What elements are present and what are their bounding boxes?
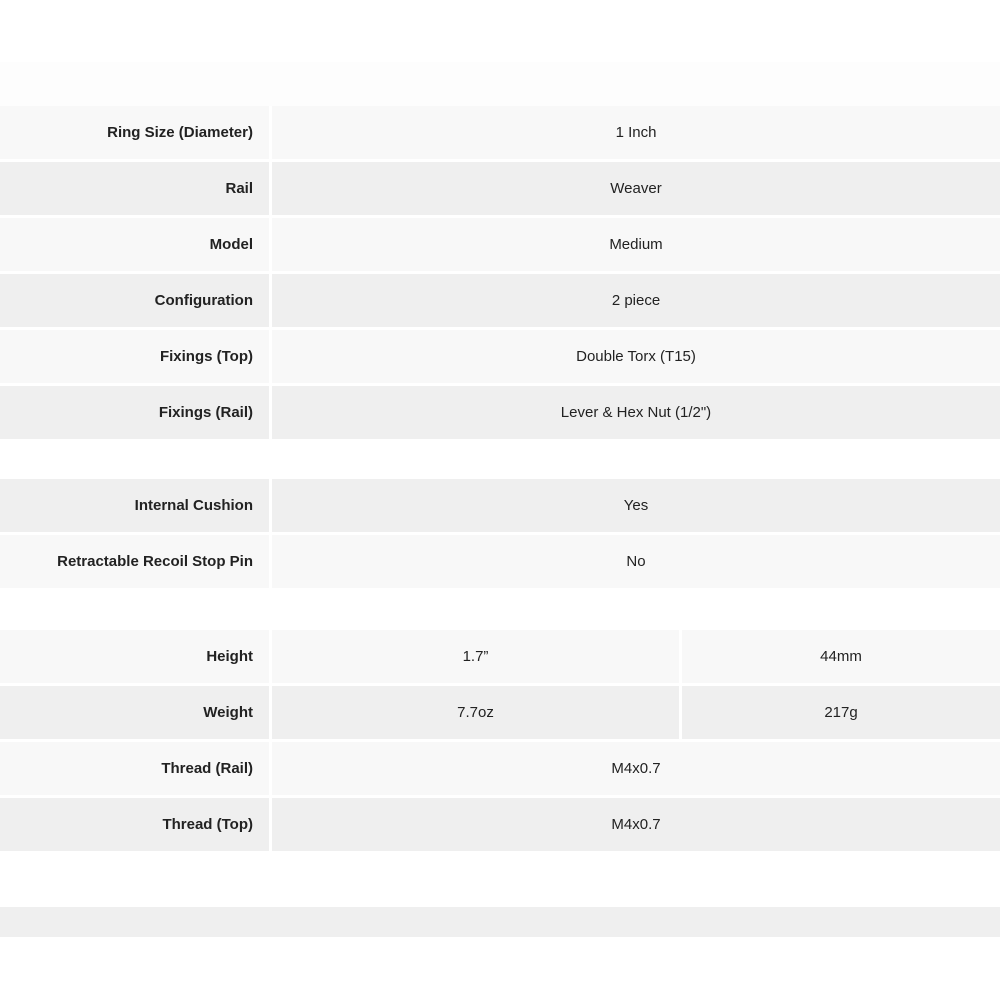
spec-value-imperial: 1.7” <box>272 630 682 683</box>
spec-value: Yes <box>623 497 649 514</box>
spec-label: Thread (Rail) <box>0 742 272 795</box>
spec-value-imperial: 7.7oz <box>272 686 682 739</box>
table-row <box>0 162 1000 215</box>
spec-table-features <box>0 479 1000 591</box>
spec-label: Weight <box>0 686 272 739</box>
spec-label: Fixings (Rail) <box>0 386 272 439</box>
spec-label: Thread (Top) <box>0 798 272 851</box>
spec-value: Lever & Hex Nut (1/2") <box>560 404 712 421</box>
spec-label: Internal Cushion <box>0 479 272 532</box>
spec-value: M4x0.7 <box>611 816 661 833</box>
spec-table-general <box>0 106 1000 442</box>
spec-value: Medium <box>609 236 663 253</box>
table-row <box>0 798 1000 851</box>
table-row <box>0 686 1000 739</box>
spec-value: 1 Inch <box>615 124 657 141</box>
spec-value: No <box>626 553 646 570</box>
table-row <box>0 630 1000 683</box>
table-row <box>0 386 1000 439</box>
spec-label: Ring Size (Diameter) <box>0 106 272 159</box>
table-row <box>0 535 1000 588</box>
spec-value-metric: 217g <box>824 704 858 721</box>
spec-label: Rail <box>0 162 272 215</box>
table-row <box>0 106 1000 159</box>
spec-label: Fixings (Top) <box>0 330 272 383</box>
spec-value: Double Torx (T15) <box>576 348 696 365</box>
spec-label: Height <box>0 630 272 683</box>
spec-label: Configuration <box>0 274 272 327</box>
spec-value-metric: 44mm <box>820 648 862 665</box>
spec-value: M4x0.7 <box>611 760 661 777</box>
table-row <box>0 330 1000 383</box>
spec-value: 2 piece <box>611 292 661 309</box>
bottom-divider-band <box>0 907 1000 937</box>
top-divider-band <box>0 62 1000 106</box>
spec-value: Weaver <box>610 180 662 197</box>
table-row <box>0 742 1000 795</box>
table-row <box>0 479 1000 532</box>
table-row <box>0 274 1000 327</box>
spec-table-dimensions <box>0 630 1000 854</box>
table-row <box>0 218 1000 271</box>
spec-label: Retractable Recoil Stop Pin <box>0 535 272 588</box>
spec-label: Model <box>0 218 272 271</box>
